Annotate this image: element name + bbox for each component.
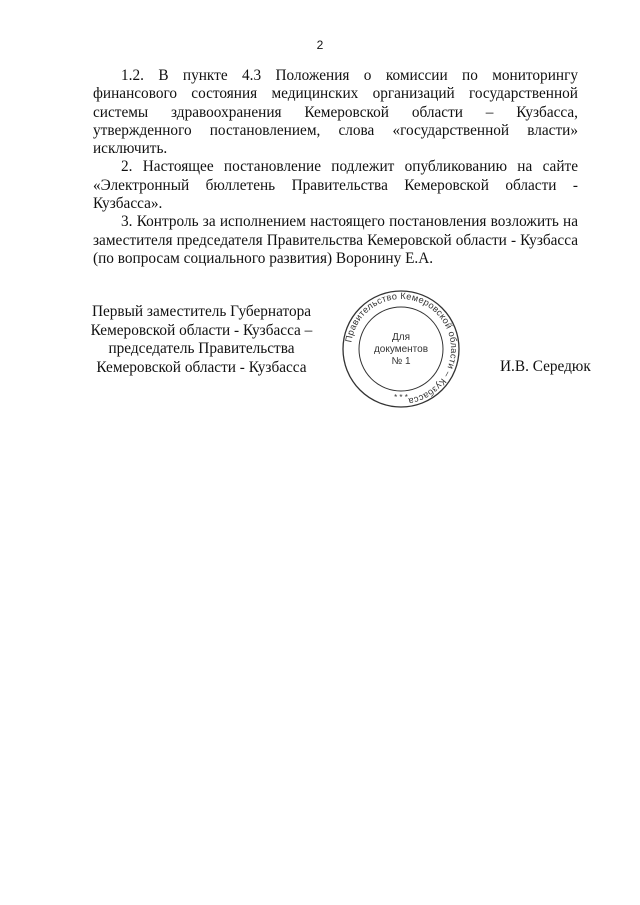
signatory-position-line: Кемеровской области - Кузбасса – xyxy=(90,321,313,339)
seal-stars: * * * xyxy=(394,393,408,402)
signatory-position xyxy=(84,303,319,377)
signatory-position-line: председатель Правительства xyxy=(108,340,295,358)
seal-center-line-3: № 1 xyxy=(391,356,411,367)
official-seal xyxy=(341,289,461,409)
signer-name: И.В. Середюк xyxy=(500,358,591,375)
signatory-position-line: Кемеровской области - Кузбасса xyxy=(96,358,307,376)
document-body xyxy=(93,67,578,268)
paragraph-2: 2. Настоящее постановление подлежит опубликованию на сайте «Электронный бюллетень Правительства Кемеровской области - Кузбасса». xyxy=(93,158,578,213)
seal-center-line-2: документов xyxy=(373,344,429,355)
seal-ring-textpath: Правительство Кемеровской области – Кузбасса xyxy=(343,290,460,407)
signatory-position-line: Первый заместитель Губернатора xyxy=(91,303,312,320)
seal-center-line-1: Для xyxy=(391,332,411,343)
paragraph-1-2: 1.2. В пункте 4.3 Положения о комиссии по мониторингу финансового состояния медицинских организаций государственной системы здравоохранения Кемеровской области – Кузбасса, утвержденного постановлением, слова «государственной власти» исключить. xyxy=(93,67,578,158)
page-number: 2 xyxy=(316,38,324,52)
paragraph-3: 3. Контроль за исполнением настоящего постановления возложить на заместителя председателя Правительства Кемеровской области - Кузбасса (по вопросам социального развития) Воронину Е.А. xyxy=(93,213,578,267)
